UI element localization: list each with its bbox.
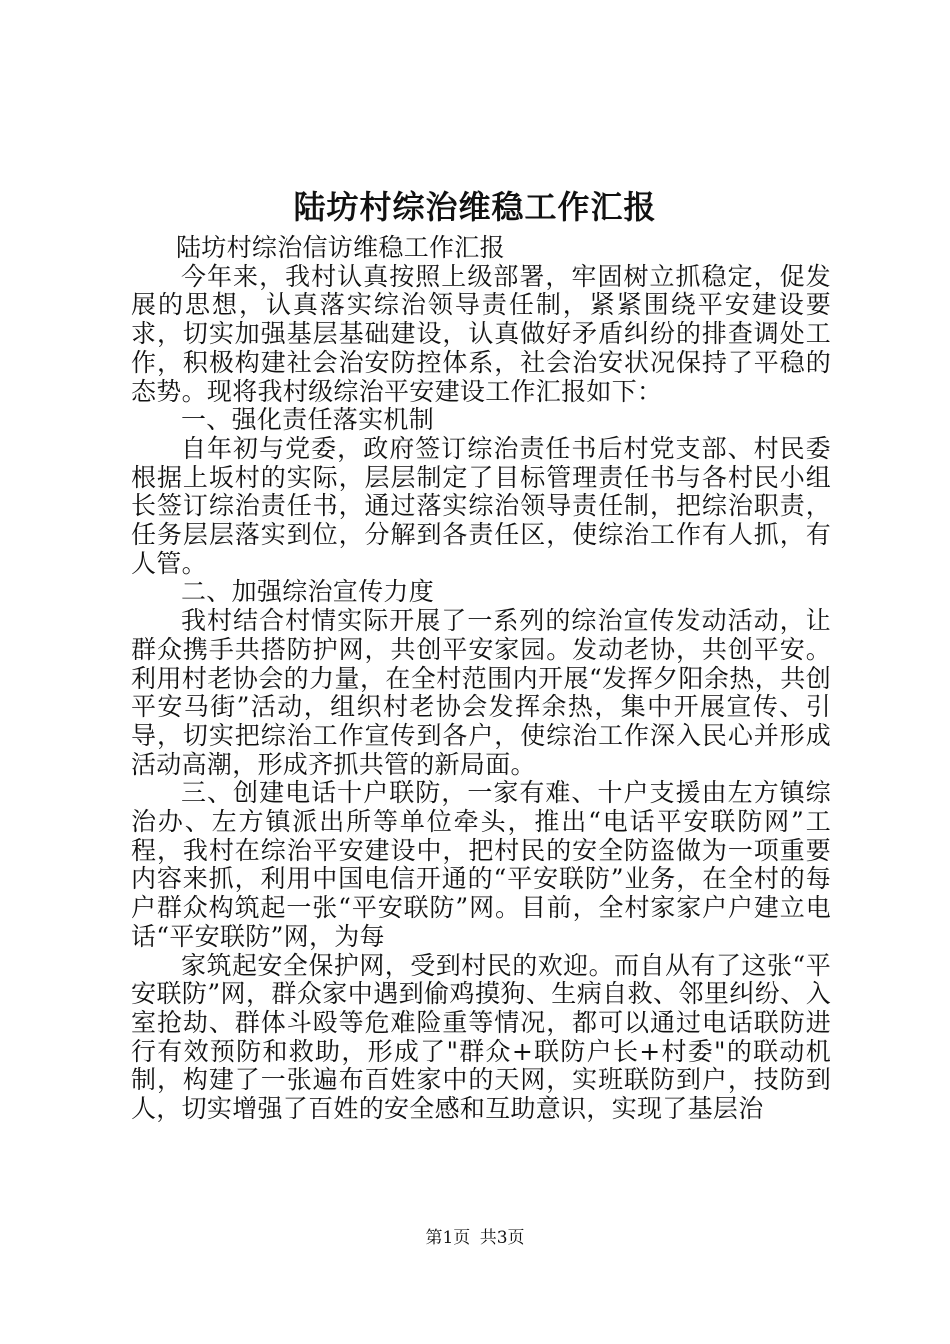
section-1-paragraph: 自年初与党委，政府签订综治责任书后村党支部、村民委根据上坂村的实际，层层制定了目标管理责任书与各村民小组长签订综治责任书，通过落实综治领导责任制，把综治职责，任务层层落实到位，分解到各责任区，使综治工作有人抓，有人管。	[131, 433, 831, 578]
section-3-paragraph: 三、创建电话十户联防，一家有难、十户支援由左方镇综治办、左方镇派出所等单位牵头，推出“电话平安联防网”工程，我村在综治平安建设中，把村民的安全防盗做为一项重要内容来抓，利用中国电信开通的“平安联防”业务，在全村的每户群众构筑起一张“平安联防”网。目前，全村家家户户建立电话“平安联防”网，为每	[131, 778, 831, 951]
section-2-paragraph: 我村结合村情实际开展了一系列的综治宣传发动活动，让群众携手共搭防护网，共创平安家园。发动老协，共创平安。利用村老协会的力量，在全村范围内开展“发挥夕阳余热，共创平安马街”活动，组织村老协会发挥余热，集中开展宣传、引导，切实把综治工作宣传到各户，使综治工作深入民心并形成活动高潮，形成齐抓共管的新局面。	[131, 606, 831, 779]
intro-paragraph: 今年来，我村认真按照上级部署，牢固树立抓稳定，促发展的思想，认真落实综治领导责任制，紧紧围绕平安建设要求，切实加强基层基础建设，认真做好矛盾纠纷的排查调处工作，积极构建社会治安防控体系，社会治安状况保持了平稳的态势。现将我村级综治平安建设工作汇报如下：	[131, 261, 831, 406]
subtitle-paragraph: 陆坊村综治信访维稳工作汇报	[176, 233, 505, 262]
page-number: 第1页	[425, 1228, 471, 1248]
continuation-paragraph: 家筑起安全保护网，受到村民的欢迎。而自从有了这张“平安联防”网，群众家中遇到偷鸡摸狗、生病自救、邻里纠纷、入室抢劫、群体斗殴等危难险重等情况，都可以通过电话联防进行有效预防和救助，形成了"群众+联防户长+村委"的联动机制，构建了一张遍布百姓家中的天网，实班联防到户，技防到人，切实增强了百姓的安全感和互助意识，实现了基层治	[131, 950, 831, 1124]
page-total: 共3页	[479, 1228, 525, 1248]
document-body	[131, 234, 831, 1124]
document-title: 陆坊村综治维稳工作汇报	[293, 188, 657, 226]
section-heading-1: 一、强化责任落实机制	[181, 405, 435, 435]
page-footer	[0, 1226, 950, 1250]
section-heading-2: 二、加强综治宣传力度	[181, 577, 435, 607]
